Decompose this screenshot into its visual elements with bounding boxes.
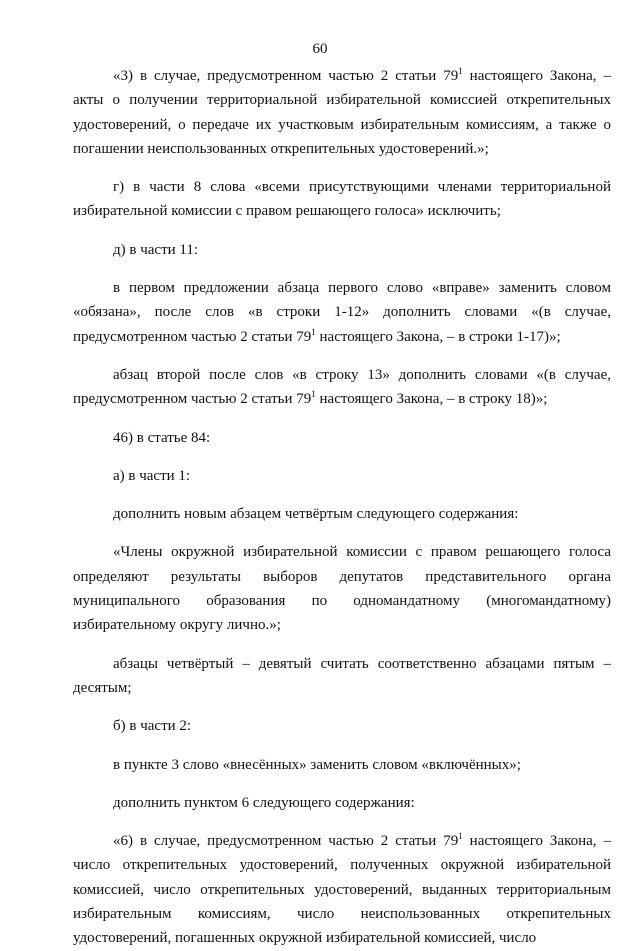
paragraph: б) в части 2: bbox=[113, 718, 192, 735]
paragraph: абзац второй после слов «в строку 13» дополнить словами «(в случае, предусмотренном частью 2 статьи $79^1$ настоящего Закона, – в строку 18)»; bbox=[73, 366, 611, 408]
document-body bbox=[73, 64, 611, 951]
paragraph: «6) в случае, предусмотренном частью 2 статьи $79^1$ настоящего Закона, – число открепительных удостоверений, полученных окружной избирательной комиссией, число открепительных удостоверений, выданных территориальным избирательным комиссиям, число неиспользованных открепительных удостоверений, погашенных окружной избирательной комиссией, число bbox=[73, 831, 612, 947]
paragraph: д) в части 11: bbox=[113, 241, 199, 258]
paragraph: абзацы четвёртый – девятый считать соответственно абзацами пятым – десятым; bbox=[73, 655, 611, 696]
paragraph: дополнить новым абзацем четвёртым следующего содержания: bbox=[113, 506, 519, 523]
page-number: 60 bbox=[312, 41, 328, 57]
paragraph: в пункте 3 слово «внесённых» заменить словом «включённых»; bbox=[113, 756, 521, 773]
paragraph: 46) в статье 84: bbox=[113, 429, 211, 446]
paragraph: а) в части 1: bbox=[113, 467, 191, 484]
paragraph: в первом предложении абзаца первого слово «вправе» заменить словом «обязана», после слов «в строки 1-12» дополнить словами «(в случае, предусмотренном частью 2 статьи $79^1$ настоящего Закона, – в строки 1-17)»; bbox=[73, 280, 611, 345]
paragraph: «Члены окружной избирательной комиссии с правом решающего голоса определяют результаты выборов депутатов представительного органа муниципального образования по одномандатному (многомандатному) избирательному округу лично.»; bbox=[73, 544, 611, 634]
paragraph: г) в части 8 слова «всеми присутствующими членами территориальной избирательной комиссии с правом решающего голоса» исключить; bbox=[73, 179, 611, 220]
paragraph: «3) в случае, предусмотренном частью 2 статьи $79^1$ настоящего Закона, – акты о получении территориальной избирательной комиссией открепительных удостоверений, о передаче их участковым избирательным комиссиям, а также о погашении неиспользованных открепительных удостоверений.»; bbox=[73, 66, 612, 157]
paragraph: дополнить пунктом 6 следующего содержания: bbox=[113, 794, 415, 811]
